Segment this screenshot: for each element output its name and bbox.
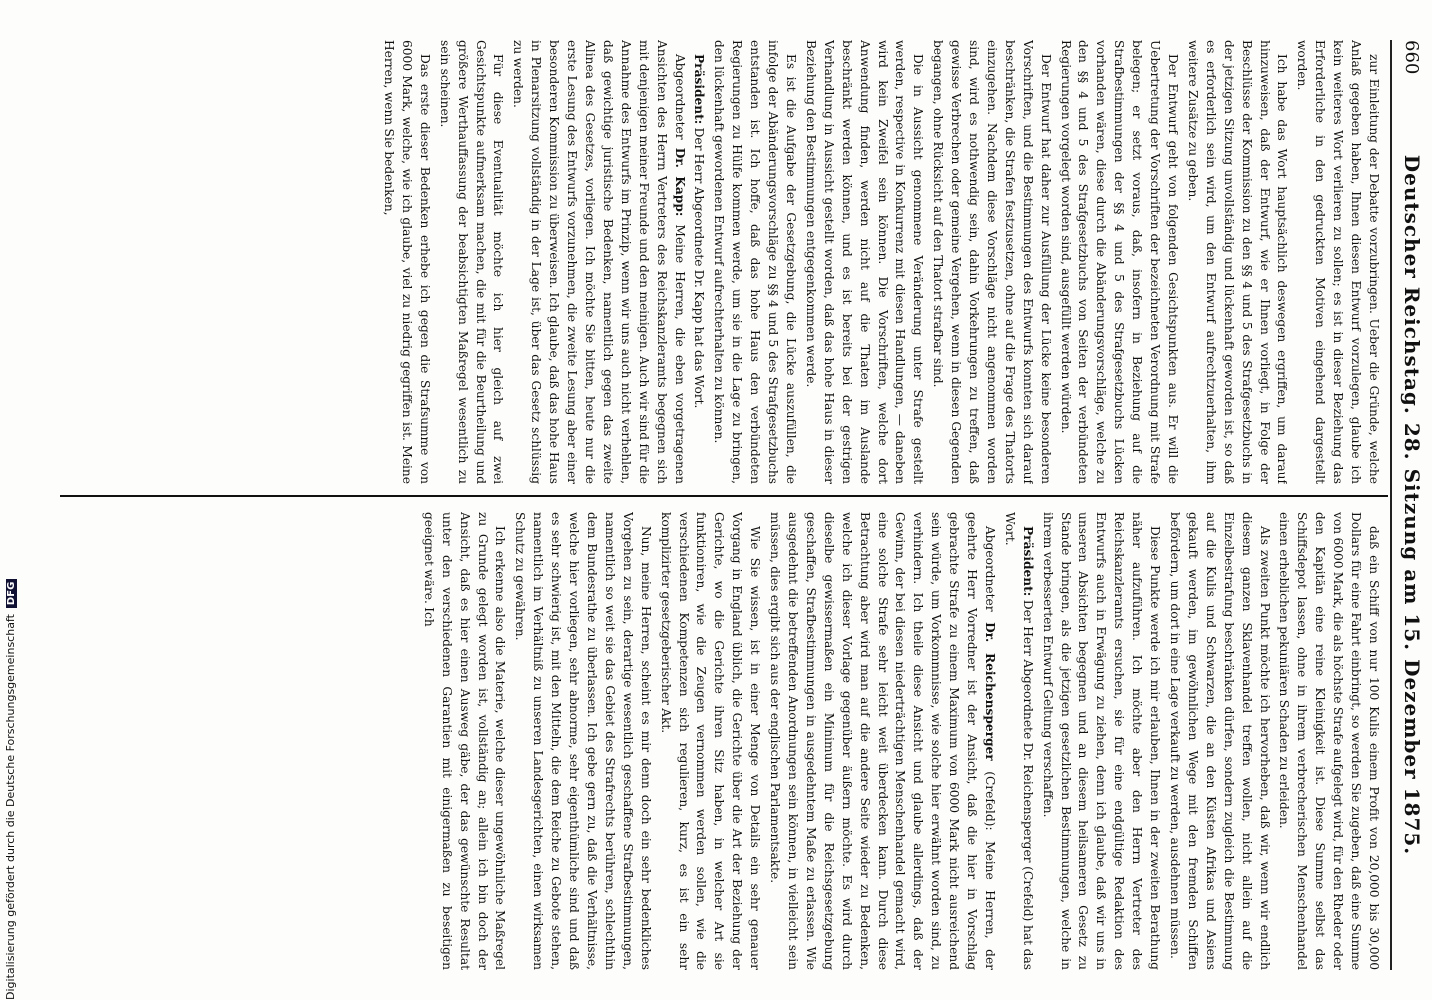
paragraph: Abgeordneter Dr. Reichensperger (Crefeld): Meine Herren, der geehrte Herr Vorredner ist der Ansicht, daß die hier in Vorschlag gebrachte Strafe zu einem Maximum von 6000 Mark nicht ausreichend sein würde, um Vorkommnisse, wie solche hier erwähnt worden sind, zu verhindern. Ich theile diese Ansicht und glaube allerdings, daß der Gewinn, der bei diesen niederträchtigen Menschenhandel gemacht wird, eine solche Strafe sehr leicht weit überdecken kann. Durch diese Betrachtung aber wird man auf die andere Seite wieder zu Bedenken, welche ich dieser Vorlage gegenüber äußern möchte. Es wird durch dieselbe gewissermaßen ein Minimum für die Reichsgesetzgebung geschaffen, Strafbestimmungen in ausgedehntem Maße zu erlassen. Wie ausgedehnt die betreffenden Anordnungen sein können, in vielleicht sein müssen, dies ergibt sich aus der englischen Parlamentsakte. [768,512,997,970]
paragraph: Präsident: Der Herr Abgeordnete Dr. Reichensperger (Crefeld) hat das Wort. [1002,512,1035,970]
column-divider [60,495,1388,497]
running-title: Deutscher Reichstag. 28. Sitzung am 15. Dezember 1875. [1400,154,1424,856]
paragraph: Das erste dieser Bedenken erhebe ich gegen die Strafsumme von 6000 Mark, welche, wie ich glaube, viel zu niedrig gegriffen ist. Meine Herren, wenn Sie bedenken, [382,40,432,484]
paragraph: Die in Aussicht genommene Veränderung unter Strafe gestellt werden, respective in Konkurrenz mit diesen Handlungen, — daneben wird kein Zweifel sein können. Die Vorschriften, welche dort Anwendung finden, werden nicht auf die Thaten im Auslande beschränkt werden können, und es ist bereits bei der gestrigen Verhandlung in Aussicht gestellt worden, daß das hohe Haus in dieser Beziehung den Bestimmungen entgegenkommen werde. [803,40,926,484]
header-rule [1390,40,1392,970]
paragraph: Der Entwurf geht von folgenden Gesichtspunkten aus. Er will die Uebertretung der Vorschriften der bezeichneten Verordnung mit Strafe belegen; er setzt voraus, daß, insofern in Beziehung auf die Strafbestimmungen der §§ 4 und 5 des Strafgesetzbuchs Lücken vorhanden wären, diese durch die Abänderungsvorschläge, welche zu den §§ 4 und 5 des Strafgesetzbuchs von Seiten der verbündeten Regierungen vorgelegt worden sind, ausgefüllt werden würden. [1058,40,1181,484]
footer-credit [4,0,20,1000]
paragraph: Für diese Eventualität möchte ich hier gleich auf zwei Gesichtspunkte aufmerksam machen, die mit für die Beurtheilung und größere Werthauffassung der beabsichtigten Maßregel wesentlich zu sein scheinen. [437,40,506,484]
paragraph: Es ist die Aufgabe der Gesetzgebung, die Lücke auszufüllen, die infolge der Abänderungsvorschläge zu §§ 4 und 5 des Strafgesetzbuchs entstanden ist. Ich hoffe, daß das hohe Haus den verbündeten Regierungen zu Hülfe kommen werde, um sie in die Lage zu bringen, den lückenhaft gewordenen Entwurf aufrechterhalten zu können. [712,40,798,484]
left-column [52,40,1382,484]
paragraph: Nun, meine Herren, scheint es mir denn doch ein sehr bedenkliches Vorgehen zu sein, derartige wesentlich geschaffene Strafbestimmungen, namentlich so weit sie das Gebiet des Strafrechts berühren, schlechthin dem Bundesrathe zu überlassen. Ich gebe gern zu, daß die Verhältnisse, welche hier vorliegen, sehr abnorme, sehr eigenthümliche sind und daß es sehr schwierig ist, mit den Mitteln, die dem Reiche zu Gebote stehen, namentlich im Verhältniß zu unseren Landesgerichten, einen wirksamen Schutz zu gewähren. [513,512,653,970]
dfg-logo: DFG [6,579,17,608]
paragraph: Ich erkenne also die Materie, welche dieser ungewöhnliche Maßregel zu Grunde gelegt worden ist, vollständig an; allein ich bin doch der Ansicht, daß es hier einen Ausweg gäbe, der das gewünschte Resultat unter den verschiedenen Garantien mit einigermaßen zu beseitigen geeignet wäre. Ich [421,512,508,970]
paragraph: Wie Sie wissen, ist in einer Menge von Details ein sehr genauer Vorgang in England üblich, die Gerichte über die Art der Beziehung der Gerichte, wo die Gerichte ihren Sitz haben, in welcher Art sie funktioniren, wie die Zeugen vernommen werden sollen, wie die verschiedenen Kompetenzen sich regulieren, kurz, es ist ein sehr komplizirter gesetzgeberischer Akt. [658,512,763,970]
paragraph: Abgeordneter Dr. Kapp: Meine Herren, die eben vorgetragenen Ansichten des Herrn Vertreters des Reichskanzleramts begegnen sich mit denjenigen meiner Freunde und den meinigen. Auch wir sind für die Annahme des Entwurfs im Prinzip, wenn wir uns auch nicht verhehlen, daß gewichtige juristische Bedenken, namentlich gegen das zweite Alinea des Gesetzes, vorliegen. Ich möchte Sie bitten, heute nur die erste Lesung des Entwurfs vorzunehmen, die zweite Lesung aber einer besonderen Kommission zu überweisen. Ich glaube, daß das hohe Haus in Plenarsitzung vollständig in der Lage ist, über das Gesetz schlüssig zu werden. [511,40,687,484]
paragraph: Der Entwurf hat daher zur Ausfüllung der Lücke keine besonderen Vorschriften, und die Bestimmungen des Entwurfs konnten sich darauf beschränken, die Strafen festzusetzen, ohne auf die Frage des Thatorts einzugehen. Nachdem diese Vorschläge nicht angenommen worden sind, wird es nothwendig sein, dahin Vorkehrungen zu treffen, daß gewisse Verbrechen oder gemeine Vergehen, wenn in diesen Gegenden begangen, ohne Rücksicht auf den Thatort strafbar sind. [931,40,1053,484]
paragraph: Als zweiten Punkt möchte ich hervorheben, daß wir, wenn wir endlich diesem ganzen Sklavenhandel treffen wollen, nicht allein auf die Einzelbestrafung beschränken dürfen, sondern zugleich die Bestimmung auf die Kulis und Schwarzen, die an den Küsten Afrikas und Asiens gekauft werden, im gewöhnlichen Wege mit den fremden Schiffen befördern, um dort in eine Lage verkauft zu werden, ausdehnen müssen. [1168,512,1272,970]
page-header [1392,40,1426,970]
scan-mark [1008,150,1022,190]
paragraph: Diese Punkte werde ich mir erlauben, Ihnen in der zweiten Berathung näher aufzuführen. Ich möchte aber den Herrn Vertreter des Reichskanzleramts ersuchen, sie für eine endgültige Redaktion des Entwurfs auch in Erwägung zu ziehen, denn ich glaube, daß wir uns in unseren Absichten begegnen und an diesem heilsameren Gesetz zu Stande bringen, als die jetzigen gesetzlichen Bestimmungen, welche in ihrem verbesserten Entwurf Geltung verschaffen. [1040,512,1163,970]
right-column [52,512,1382,970]
paragraph: Ich habe das Wort hauptsächlich deswegen ergriffen, um darauf hinzuweisen, daß der Entwurf, wie er Ihnen vorliegt, in Folge der Beschlüsse der Kommission zu den §§ 4 und 5 des Strafgesetzbuchs in der jetzigen Sitzung unvollständig und lückenhaft geworden ist, so daß es erforderlich sein wird, um den Entwurf aufrechtzuerhalten, ihm weitere Zusätze zu geben. [1185,40,1290,484]
page-number: 660 [1401,40,1422,75]
footer-credit-text: Digitalisierung gefördert durch die Deutsche Forschungsgemeinschaft [4,614,17,1000]
paragraph: zur Einleitung der Debatte vorzubringen. Ueber die Gründe, welche Anlaß gegeben haben, Ihnen diesen Entwurf vorzulegen, glaube ich kein weiteres Wort verlieren zu sollen; es ist in dieser Beziehung das Erforderliche in den gedruckten Motiven eingehend dargestellt worden. [1295,40,1381,484]
paragraph: Präsident: Der Herr Abgeordnete Dr. Kapp hat das Wort. [692,54,707,409]
paragraph: daß ein Schiff von nur 100 Kulis einem Profit von 20,000 bis 30,000 Dollars für eine Fahrt einbringt, so werden Sie zugeben, daß eine Summe von 6000 Mark, die als höchste Strafe aufgelegt wird, für den Rheder oder den Kapitän eine reine Kleinigkeit ist. Diese Summe selbst das Schiffsdepot lassen, ohne in ihrem verbrecherischen Menschenhandel einen erheblichen pekuniären Schaden zu erleiden. [1277,512,1381,970]
